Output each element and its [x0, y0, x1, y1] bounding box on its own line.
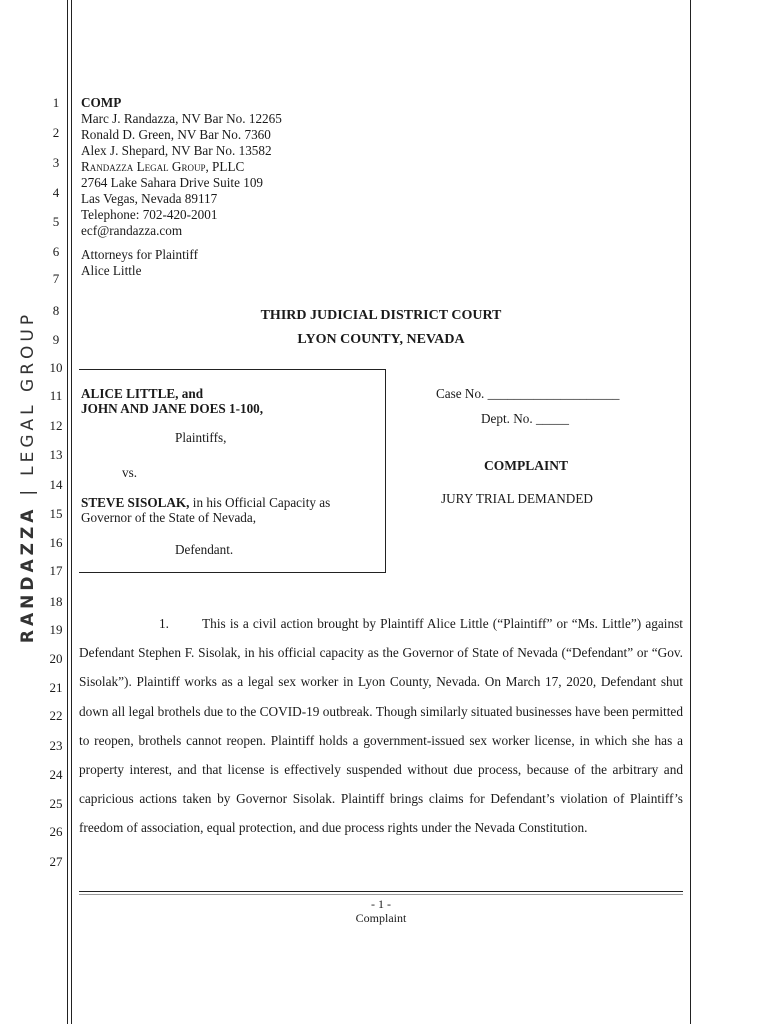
line-number: 25 [49, 796, 63, 811]
defendant-line [81, 495, 330, 510]
line-number: 24 [49, 767, 63, 782]
firm-sidebar-logo [17, 277, 39, 677]
court-county: LYON COUNTY, NEVADA [297, 332, 465, 347]
address-line: 2764 Lake Sahara Drive Suite 109 [81, 175, 264, 190]
address-line: Las Vegas, Nevada 89117 [81, 191, 218, 206]
case-number: Case No. ____________________ [436, 386, 620, 401]
jury-demand: JURY TRIAL DEMANDED [441, 491, 593, 506]
attorney-line: Alex J. Shepard, NV Bar No. 13582 [81, 143, 272, 158]
line-number: 18 [49, 594, 63, 609]
line-number: 12 [49, 418, 63, 433]
line-number: 13 [49, 447, 63, 462]
defendant-title: Governor of the State of Nevada, [81, 510, 257, 525]
line-number: 4 [52, 185, 60, 200]
line-number: 22 [49, 708, 63, 723]
line-number: 9 [52, 332, 60, 347]
defendant-name: STEVE SISOLAK, [81, 495, 190, 510]
document-code: COMP [81, 95, 122, 110]
attorneys-for-line: Attorneys for Plaintiff [81, 247, 198, 262]
footer-rule-secondary [79, 894, 683, 895]
footer-rule [79, 891, 683, 892]
line-number: 17 [49, 563, 63, 578]
attorney-line: Ronald D. Green, NV Bar No. 7360 [81, 127, 271, 142]
email-line: ecf@randazza.com [81, 223, 183, 238]
right-margin-rule [690, 0, 691, 1024]
line-number: 8 [52, 303, 60, 318]
line-number: 15 [49, 506, 63, 521]
sidebar-firm-subtitle: LEGAL GROUP [18, 310, 38, 476]
line-number: 3 [52, 155, 60, 170]
line-number: 16 [49, 535, 63, 550]
line-number: 21 [49, 680, 63, 695]
line-number: 7 [52, 271, 60, 286]
line-number: 6 [52, 244, 60, 259]
line-number: 20 [49, 651, 63, 666]
sidebar-separator: | [18, 485, 38, 496]
line-number: 5 [52, 214, 60, 229]
line-number: 27 [49, 854, 63, 869]
versus-label: vs. [122, 465, 138, 480]
left-margin-rule-inner [71, 0, 72, 1024]
page-number: - 1 - [371, 897, 391, 911]
telephone-line: Telephone: 702-420-2001 [81, 207, 218, 222]
line-number: 19 [49, 622, 63, 637]
firm-name-line: Randazza Legal Group, PLLC [81, 159, 245, 174]
defendant-label: Defendant. [175, 542, 234, 557]
line-number: 26 [49, 824, 63, 839]
line-number: 2 [52, 125, 60, 140]
plaintiff-does: JOHN AND JANE DOES 1-100, [81, 401, 264, 416]
attorney-line: Marc J. Randazza, NV Bar No. 12265 [81, 111, 282, 126]
plaintiff-name: ALICE LITTLE, and [81, 386, 204, 401]
footer-title: Complaint [355, 911, 407, 925]
line-number: 10 [49, 360, 63, 375]
line-number: 23 [49, 738, 63, 753]
line-number: 14 [49, 477, 63, 492]
line-number: 11 [49, 388, 63, 403]
line-number: 1 [52, 95, 60, 110]
paragraph-1: 1. This is a civil action brought by Plaintiff Alice Little (“Plaintiff” or “Ms. Little”) against Defendant Stephen F. Sisolak, in his official capacity as the Governor of State of Nevada (“Defendant” or “Gov. Sisolak”). Plaintiff works as a legal sex worker in Lyon County, Nevada. On March 17, 2020, Defendant shut down all legal brothels due to the COVID-19 outbreak. Though similarly situated businesses have been permitted to reopen, brothels cannot reopen. Plaintiff holds a government-issued sex worker license, in which she has a property interest, and that license is effectively suspended without due process, because of the arbitrary and capricious actions taken by Governor Sisolak. Plaintiff brings claims for Defendant’s violation of Plaintiff’s freedom of association, equal protection, and due process rights under the Nevada Constitution. [79, 616, 683, 836]
department-number: Dept. No. _____ [481, 411, 569, 426]
court-name: THIRD JUDICIAL DISTRICT COURT [260, 308, 502, 323]
plaintiffs-label: Plaintiffs, [175, 430, 227, 445]
defendant-capacity: in his Official Capacity as [189, 495, 331, 510]
attorneys-for-client: Alice Little [81, 263, 142, 278]
sidebar-firm-name: RANDAZZA [18, 505, 38, 644]
document-title: COMPLAINT [484, 458, 568, 473]
